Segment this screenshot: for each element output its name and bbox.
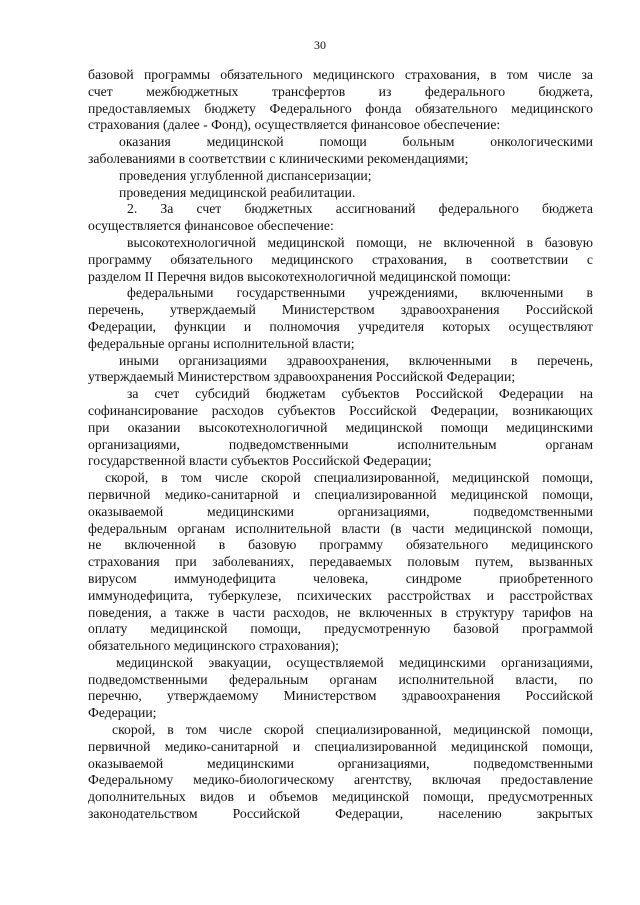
text-line: иными организациями здравоохранения, включенными в перечень, (119, 352, 593, 368)
text-line: оказываемой медицинскими организациями, подведомственными (88, 503, 593, 519)
text-line: Федерации; (88, 705, 157, 721)
text-line: утверждаемый Министерством здравоохранения Российской Федерации; (88, 369, 516, 385)
text-line: проведения углубленной диспансеризации; (119, 167, 372, 183)
text-line: федеральными государственными учреждениями, включенными в (127, 285, 593, 301)
text-line: за счет субсидий бюджетам субъектов Российской Федерации на (127, 386, 593, 402)
text-line: не включенной в базовую программу обязательного медицинского (88, 537, 593, 553)
text-line: федеральные органы исполнительной власти; (88, 335, 355, 351)
text-line: базовой программы обязательного медицинского страхования, в том числе за (88, 67, 593, 82)
text-line: подведомственными федеральным органам исполнительной власти, по (88, 671, 593, 687)
text-line: оплату медицинской помощи, предусмотренную базовой программой (88, 621, 593, 637)
text-line: медицинской эвакуации, осуществляемой медицинскими организациями, (116, 654, 593, 670)
text-line: первичной медико-санитарной и специализированной медицинской помощи, (88, 738, 593, 754)
text-line: обязательного медицинского страхования); (88, 638, 339, 654)
text-line: заболеваниями в соответствии с клиническими рекомендациями; (88, 150, 469, 166)
text-line: оказания медицинской помощи больным онкологическими (119, 134, 593, 150)
text-line: дополнительных видов и объемов медицинской помощи, предусмотренных (88, 789, 593, 805)
text-line: перечень, утверждаемый Министерством здравоохранения Российской (88, 302, 593, 318)
text-line: федеральным органам исполнительной власти (в части медицинской помощи, (88, 520, 593, 536)
text-line: государственной власти субъектов Российской Федерации; (88, 453, 432, 469)
text-line: страхования (далее - Фонд), осуществляется финансовое обеспечение: (88, 117, 501, 133)
text-line: предоставляемых бюджету Федерального фонда обязательного медицинского (88, 100, 593, 116)
text-line: скорой, в том числе скорой специализированной, медицинской помощи, (105, 470, 593, 486)
text-line: осуществляется финансовое обеспечение: (88, 218, 334, 234)
text-line: организациями, подведомственными исполнительным органам (88, 436, 593, 452)
text-line: разделом II Перечня видов высокотехнологичной медицинской помощи: (88, 268, 511, 284)
text-line: поведения, а также в части расходов, не включенных в структуру тарифов на (88, 604, 593, 620)
text-line: вирусом иммунодефицита человека, синдроме приобретенного (88, 570, 593, 586)
text-line: высокотехнологичной медицинской помощи, не включенной в базовую (127, 234, 593, 250)
text-line: программу обязательного медицинского страхования, в соответствии с (88, 251, 593, 267)
text-line: счет межбюджетных трансфертов из федерального бюджета, (88, 83, 593, 99)
text-line: перечню, утверждаемому Министерством здравоохранения Российской (88, 688, 593, 704)
text-line: скорой, в том числе скорой специализированной, медицинской помощи, (112, 722, 593, 738)
page-number: 30 (314, 38, 326, 52)
text-line: проведения медицинской реабилитации. (119, 184, 356, 200)
text-line: законодательством Российской Федерации, населению закрытых (88, 806, 593, 822)
text-line: 2. За счет бюджетных ассигнований федерального бюджета (127, 201, 593, 217)
text-line: страхования при заболеваниях, передаваемых половым путем, вызванных (88, 554, 593, 570)
document-body (88, 67, 593, 823)
text-line: оказываемой медицинскими организациями, подведомственными (88, 755, 593, 771)
text-line: софинансирование расходов субъектов Российской Федерации, возникающих (88, 402, 593, 418)
text-line: при оказании высокотехнологичной медицинской помощи медицинскими (88, 419, 593, 435)
text-line: иммунодефицита, туберкулезе, психических расстройствах и расстройствах (88, 587, 593, 603)
text-line: Федерации, функции и полномочия учредителя которых осуществляют (88, 318, 593, 334)
text-line: Федеральному медико-биологическому агентству, включая предоставление (88, 772, 593, 788)
text-line: первичной медико-санитарной и специализированной медицинской помощи, (88, 486, 593, 502)
